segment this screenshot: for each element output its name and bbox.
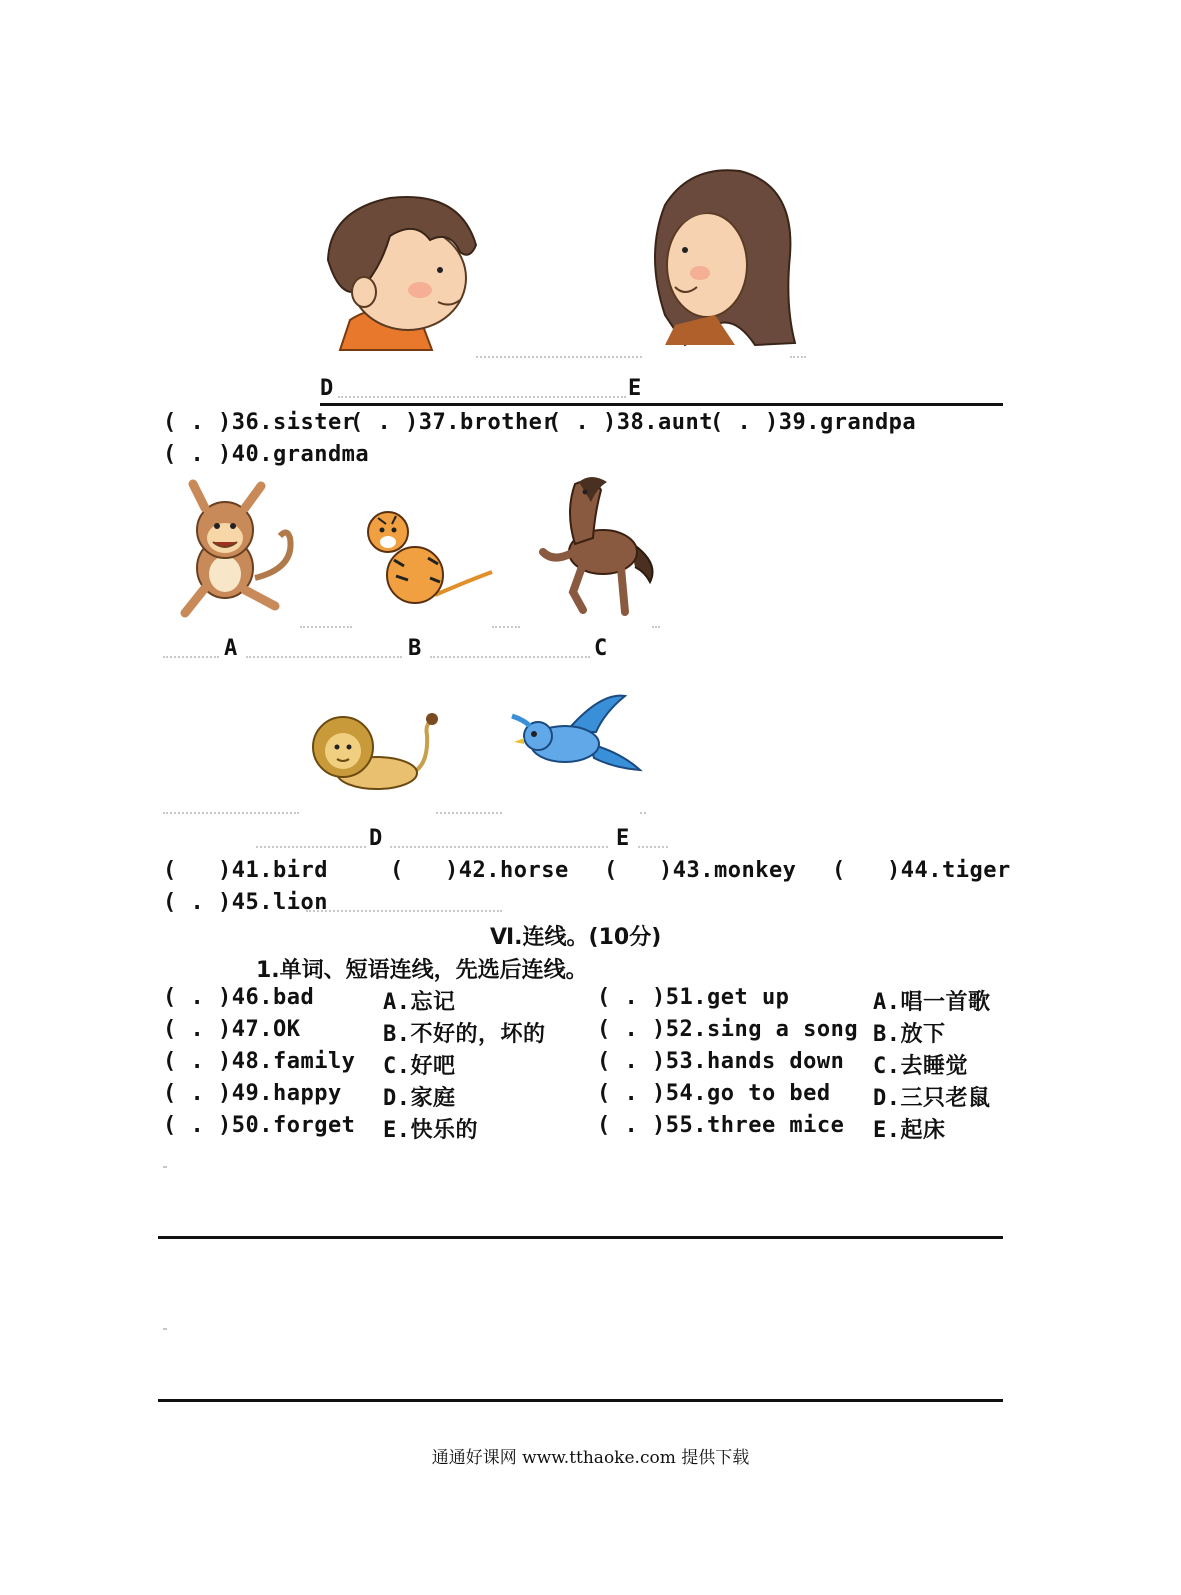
question-36: ( . )36.sister bbox=[163, 410, 356, 435]
dotted-leader bbox=[390, 846, 608, 848]
question-38: ( . )38.aunt bbox=[548, 410, 713, 435]
animal-label-b: B bbox=[408, 636, 422, 661]
dotted-leader bbox=[640, 812, 646, 814]
boy-picture bbox=[320, 190, 480, 355]
animal-label-c: C bbox=[594, 636, 608, 661]
match-question-5: ( . )55.three mice bbox=[597, 1113, 845, 1138]
match-question-1: ( . )51.get up bbox=[597, 985, 790, 1010]
lion-picture bbox=[305, 705, 440, 795]
footer-text: 通通好课网 www.tthaoke.com 提供下载 bbox=[431, 1448, 750, 1468]
family-label-e: E bbox=[628, 376, 642, 401]
girl-picture bbox=[645, 165, 805, 350]
match-question-5: ( . )50.forget bbox=[163, 1113, 356, 1138]
dotted-leader bbox=[338, 396, 626, 398]
divider bbox=[158, 1399, 1003, 1402]
question-43: ( )43.monkey bbox=[604, 858, 797, 883]
question-41: ( )41.bird bbox=[163, 858, 328, 883]
match-answer-3: C.好吧 bbox=[383, 1054, 456, 1079]
tiger-picture bbox=[360, 500, 495, 610]
dotted-leader bbox=[163, 656, 219, 658]
match-question-4: ( . )54.go to bed bbox=[597, 1081, 831, 1106]
dotted-leader bbox=[163, 812, 299, 814]
question-44: ( )44.tiger bbox=[832, 858, 1011, 883]
dotted-leader bbox=[430, 656, 590, 658]
match-question-4: ( . )49.happy bbox=[163, 1081, 342, 1106]
animal-label-d: D bbox=[369, 826, 383, 851]
match-answer-2: B.放下 bbox=[873, 1022, 946, 1047]
dotted-leader bbox=[306, 910, 502, 912]
dotted-leader bbox=[436, 812, 502, 814]
match-question-3: ( . )48.family bbox=[163, 1049, 356, 1074]
dotted-leader bbox=[163, 1328, 167, 1330]
dotted-leader bbox=[476, 356, 642, 358]
bird-picture bbox=[510, 692, 642, 777]
question-40: ( . )40.grandma bbox=[163, 442, 370, 467]
dotted-leader bbox=[300, 626, 352, 628]
section-6-subtitle: 1.单词、短语连线，先选后连线。 bbox=[256, 958, 588, 983]
divider bbox=[158, 1236, 1003, 1239]
question-42: ( )42.horse bbox=[390, 858, 569, 883]
question-39: ( . )39.grandpa bbox=[710, 410, 917, 435]
animal-label-e: E bbox=[616, 826, 630, 851]
divider bbox=[320, 403, 1003, 406]
match-answer-5: E.起床 bbox=[873, 1118, 946, 1143]
dotted-leader bbox=[246, 656, 402, 658]
section-6-title: Ⅵ.连线。(10分) bbox=[490, 925, 662, 950]
dotted-leader bbox=[492, 626, 520, 628]
monkey-picture bbox=[165, 478, 300, 623]
dotted-leader bbox=[790, 356, 806, 358]
dotted-leader bbox=[163, 1166, 167, 1168]
match-answer-2: B.不好的，坏的 bbox=[383, 1022, 546, 1047]
family-label-d: D bbox=[320, 376, 334, 401]
match-question-2: ( . )52.sing a song bbox=[597, 1017, 859, 1042]
question-37: ( . )37.brother bbox=[350, 410, 557, 435]
dotted-leader bbox=[256, 846, 366, 848]
match-answer-1: A.唱一首歌 bbox=[873, 990, 991, 1015]
horse-picture bbox=[535, 472, 660, 622]
dotted-leader bbox=[638, 846, 668, 848]
match-answer-4: D.家庭 bbox=[383, 1086, 456, 1111]
animal-label-a: A bbox=[224, 636, 238, 661]
match-answer-5: E.快乐的 bbox=[383, 1118, 478, 1143]
match-answer-1: A.忘记 bbox=[383, 990, 456, 1015]
match-answer-3: C.去睡觉 bbox=[873, 1054, 968, 1079]
match-answer-4: D.三只老鼠 bbox=[873, 1086, 991, 1111]
match-question-3: ( . )53.hands down bbox=[597, 1049, 845, 1074]
dotted-leader bbox=[652, 626, 660, 628]
match-question-2: ( . )47.OK bbox=[163, 1017, 301, 1042]
match-question-1: ( . )46.bad bbox=[163, 985, 315, 1010]
question-45: ( . )45.lion bbox=[163, 890, 328, 915]
